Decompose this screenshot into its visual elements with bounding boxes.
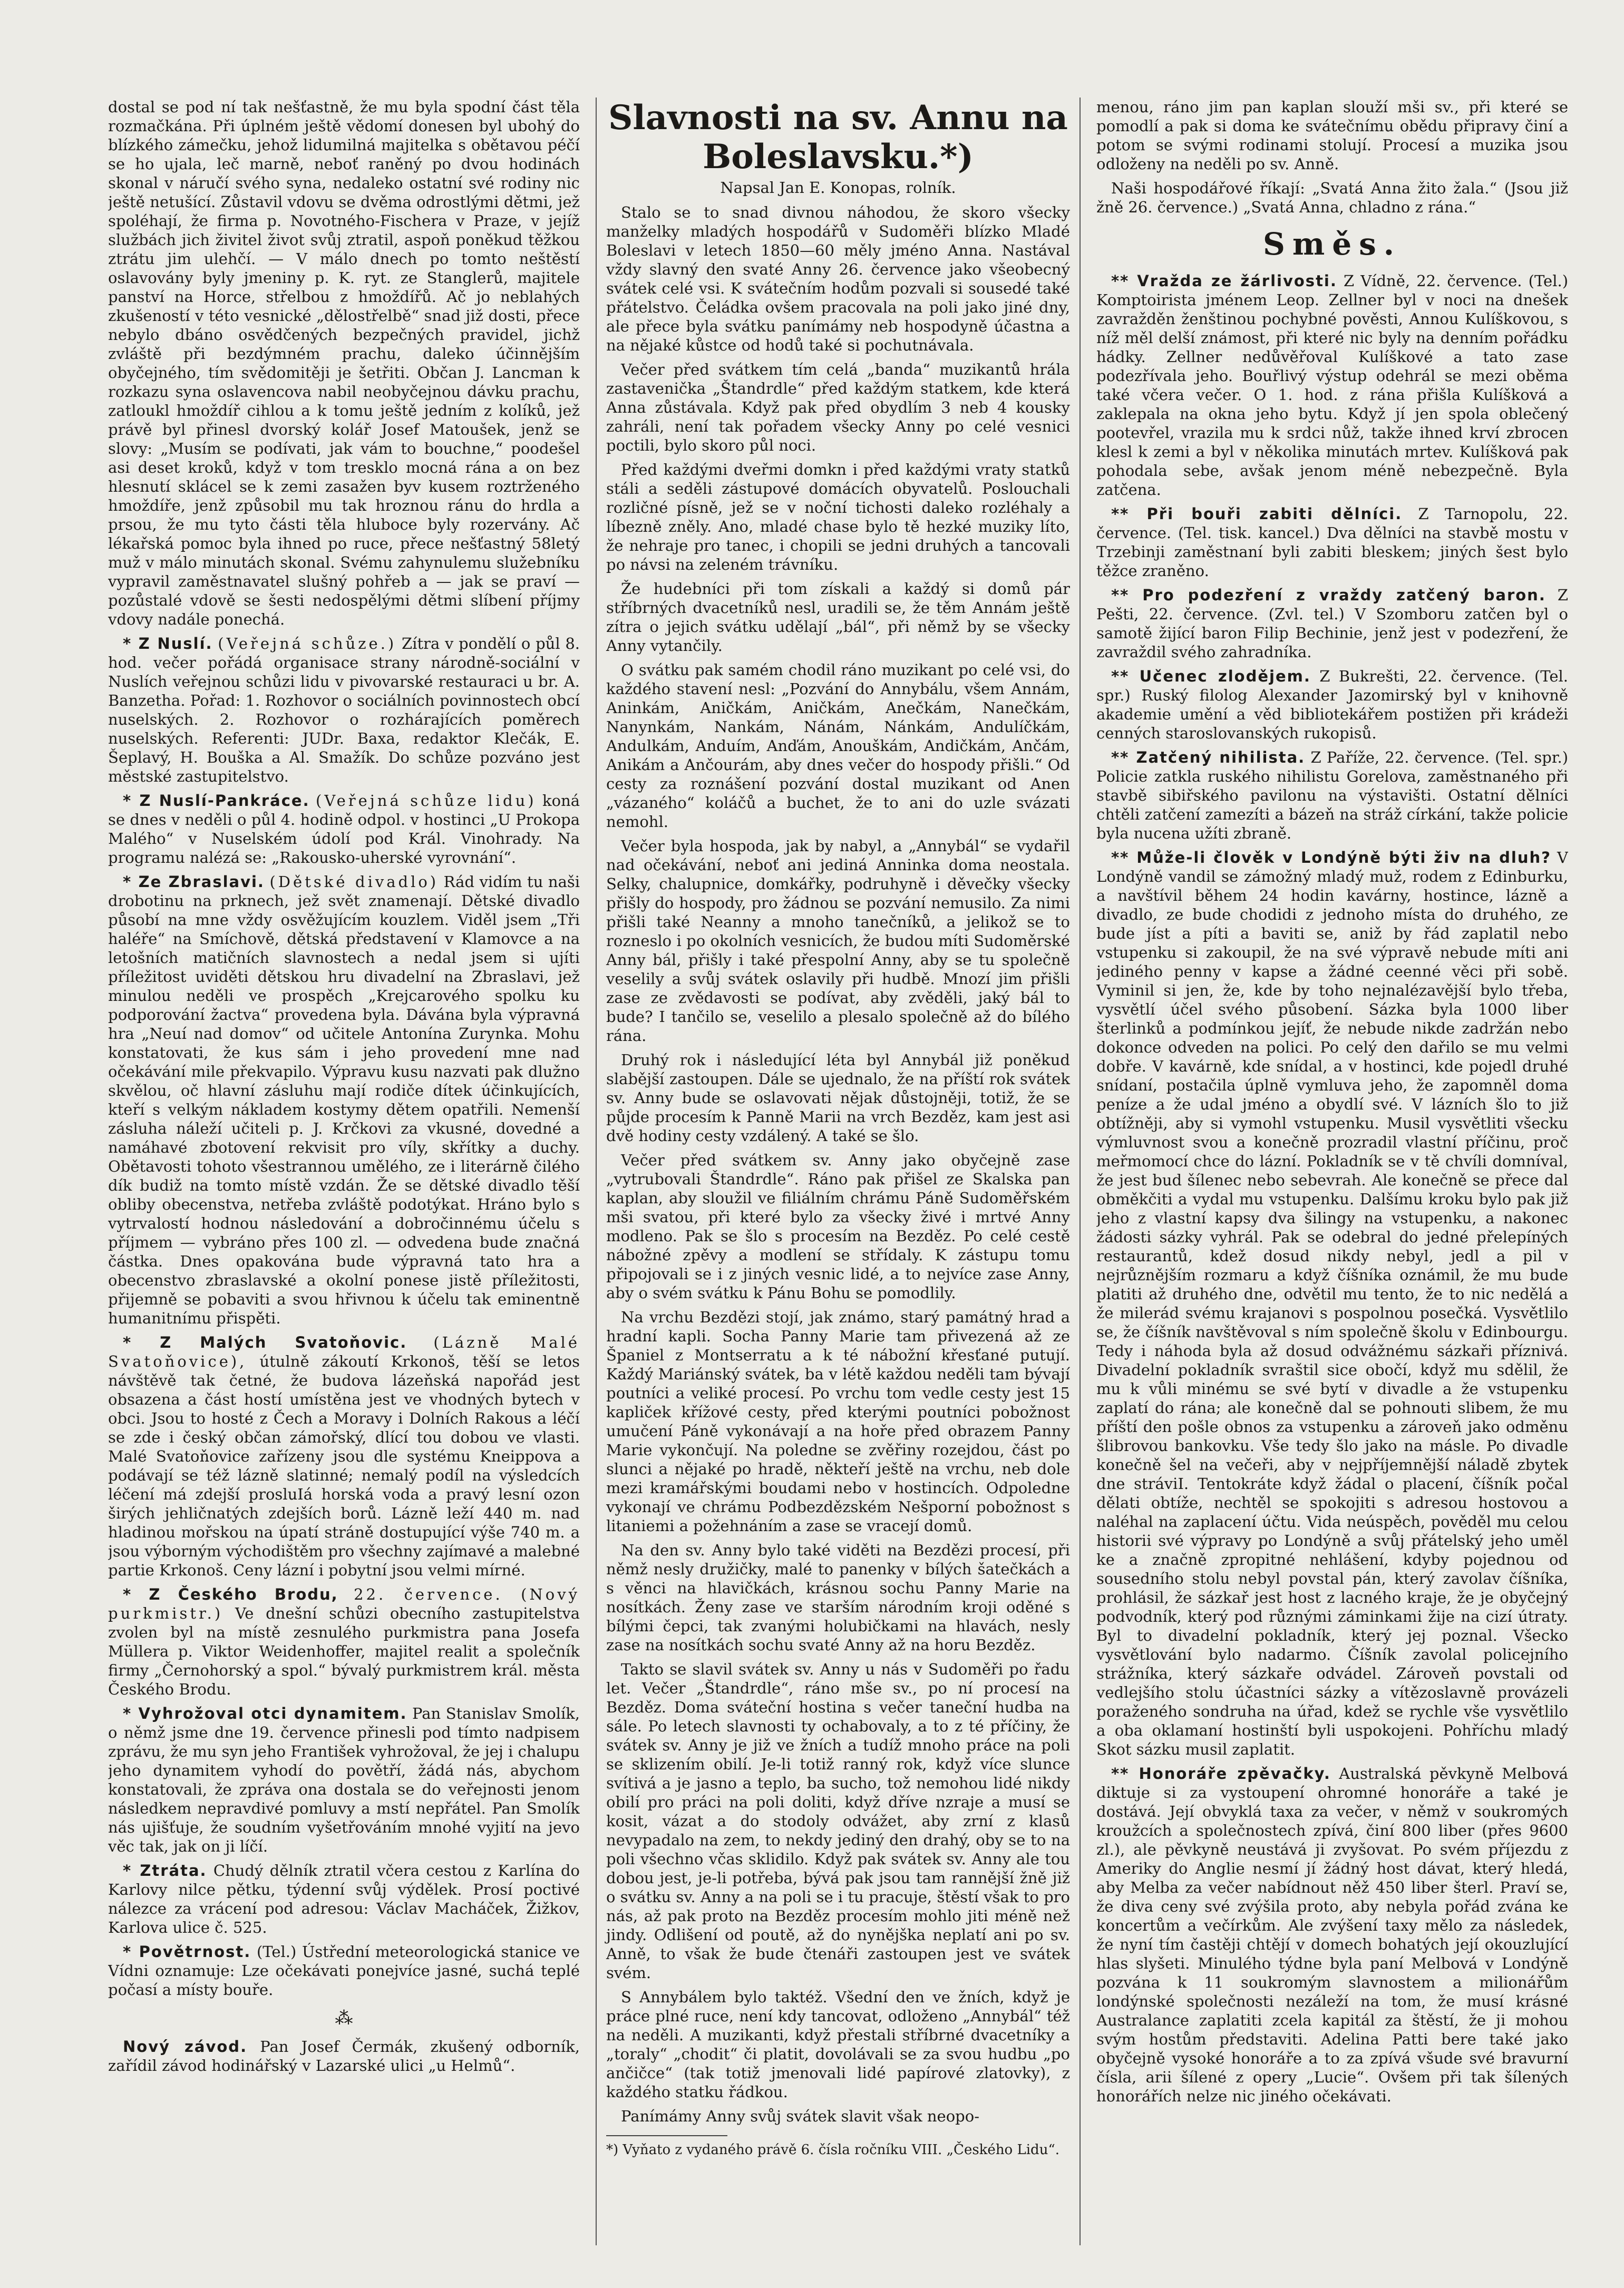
news-heading: ** Pro podezření z vraždy zatčený baron. — [1111, 586, 1546, 604]
news-subheading: (Veřejná schůze.) — [218, 635, 397, 653]
news-text: Z Vídně, 22. července. (Tel.) Komptoirista jménem Leop. Zellner byl v noci na dnešek zavražděn ženštinou pochybné pověsti, Annou Kulíškovou, s níž měl delší známost, při které nic byly na denním pořádku hádky. Zellner nedůvěřoval Kulíškové a tato zase podezřívala jeho. Bouřlivý výstup odehrál se mezi oběma také včera večer. O 1. hod. z rána přišla Kulíšková a zaklepala na okna jeho bytu. Když jí jen spola oblečený pootevřel, vrazila mu k srdci nůž, takže ihned krví zbrocen klesl k zemi a byl v několika minutách mrtev. Kulíšková pak pohodala sebe, avšak jenom méně nebezpečně. Byla zatčena. — [1096, 272, 1568, 499]
news-heading: * Ztráta. — [123, 1862, 207, 1880]
news-text: Z Bukrešti, 22. července. (Tel. spr.) Ruský filolog Alexander Jazomirský byl v knihovně akademie umění a věd bibliotekářem postižen při krádeži cenných staroslovanských rukopisů. — [1096, 667, 1568, 742]
news-item-zbraslav — [108, 872, 580, 1328]
feature-byline: Napsal Jan E. Konopas, rolník. — [720, 179, 956, 197]
news-heading: ** Může-li člověk v Londýně býti živ na dluh? — [1111, 849, 1551, 866]
news-item-nusle — [108, 634, 580, 786]
news-item-zavod — [108, 2037, 580, 2075]
left-column — [108, 98, 580, 2245]
section-heading: Směs. — [1262, 226, 1402, 262]
footnote: *) Vyňato z vydaného právě 6. čísla ročníku VIII. „Českého Lidu“. — [606, 2142, 1060, 2158]
news-text: Australská pěvkyně Melbová diktuje si za vystoupení ohromné honoráře a také je dostává. Její obvyklá taxa za večer, v němž v soukromých kroužcích a společnostech zpívá, činí 800 liber (přes 9600 zl.), ale pěvkyně neustává ji zvyšovat. Po svém příjezdu z Ameriky do Anglie nesmí jí žádný host dávat, který hledá, aby Melba za večer nabídnout něž 450 liber šterl. Praví se, že diva ceny své zvýšila proto, aby nebyla pořád zvána ke koncertům a večírkům. Ale zvýšení taxy mělo za následek, že nyní tím častěji chtějí v domech bohatých její okouzlující hlas slyšeti. Minulého týdne byla paní Melbová v Londýně pozvána k 11 soukromým slavnostem a milionářům londýnské společnosti nezáleží na tom, že musí krásné Australance zaplatiti zcela kapitál za štěstí, že ji mohou svým hostům představiti. Adelina Patti bere také jako obyčejně vysoké honoráře a to za zpívá všude své bravurní čísla, arii šílené z opery „Lucie“. Ovšem při tak šílených honorářích nelze nic jiného očekávati. — [1096, 1765, 1568, 2105]
paragraph: Večer byla hospoda, jak by nabyl, a „Annybál“ se vydařil nad očekávání, neboť ani jediná Anninka doma neostala. Selky, chalupnice, domkářky, podruhyně i děvečky všecky přišly do hospody, pro žádnou se pozvání nemusilo. Za nimi přišli také Neanny a mnoho tanečníků, a jelikož se to rozneslo i po okolních vesnicích, že budou míti Sudoměrské Anny bál, přišly i také přespolní Anny, aby se tu společně veselily a svůj svátek oslavily při hudbě. Mnozí jim přišli zase ze zvědavosti se podívat, aby zvěděli, jaký bál to bude? I tančilo se, veselilo a plesalo společně až do bílého rána. — [606, 837, 1070, 1045]
news-heading: * Z Českého Brodu, — [123, 1585, 338, 1603]
news-subheading: (Veřejná schůze lidu) — [316, 792, 537, 810]
news-text: koná se dnes v neděli o půl 4. hodině odpol. v hostinci „U Prokopa Malého“ v Nuselském údolí pod Král. Vinohrady. Na programu nalézá se: „Rakousko-uherské vyrovnání“. — [108, 792, 580, 866]
news-item-ztrata — [108, 1861, 580, 1937]
news-text: útulně zákoutí Krkonoš, těší se letos návštěvě tak četné, že budova lázeňská napořád jest obsazena a část hostí umístěna jest ve vhodných bytech v obci. Jsou to hosté z Čech a Moravy i Dolních Rakous a léčí se zde i český občan zámořský, dlící tou dobou ve vlasti. Malé Svatoňovice zařízeny jsou dle systému Kneippova a podávají se též lázně slatinné; nemalý podíl na výsledcích léčení má zdejší prosluIá horská voda a pravý lesní ozon širých jehličnatých zdejších borů. Lázně leží 440 m. nad hladinou mořskou na úpatí stráně dostupující výše 740 m. a jsou výborným východištěm pro všechny zajímavé a malebné partie Krkonoš. Ceny lázní i pobytní jsou velmi mírné. — [108, 1352, 580, 1579]
paragraph: Druhý rok i následující léta byl Annybál již poněkud slabější zastoupen. Dále se ujednalo, že na příští rok svátek sv. Anny bude se oslavovati nějak důstojněji, totiž, že se půjde procesím k Panně Marii na vrch Bezděz, kam jest asi dvě hodiny cesty vzdálený. A také se šlo. — [606, 1051, 1070, 1145]
paragraph: Stalo se to snad divnou náhodou, že skoro všecky manželky mladých hospodářů v Sudoměři blízko Mladé Boleslavi v letech 1850—60 měly jméno Anna. Nastával vždy slavný den svaté Anny 26. července jako všeobecný svátek celé vsi. K svátečním hodům pozvali si sousedé také přátelstvo. Čeládka ovšem pracovala na poli jako jiné dny, ale přece byla svátku panímámy neb hospodyně účastna a na nějaké kůstce od hodů také si pochutnávala. — [606, 203, 1070, 354]
news-text: Ve dnešní schůzi obecního zastupitelstva zvolen byl na místě zesnulého purkmistra pana Josefa Müllera p. Viktor Weidenhoffer, majitel realit a společník firmy „Černohorský a spol.“ bývalý purkmistrem král. města Českého Brodu. — [108, 1604, 580, 1698]
news-heading: ** Při bouři zabiti dělníci. — [1111, 505, 1403, 523]
news-heading: * Z Malých Svatoňovic. — [123, 1333, 407, 1351]
news-heading: Nový závod. — [123, 2038, 248, 2056]
news-item-cesky-brod — [108, 1585, 580, 1699]
news-text: Rád vidím tu naši drobotinu na prknech, jež svět znamenají. Dětské divadlo působí na mne vždy osvěžujícím kouzlem. Viděl jsem „Tři haléře“ na Smíchově, dětská představení v Klamovce a na letošních matičních slavnostech a nedal jsem si ujíti příležitost uviděti dětskou hru divadelní na Zbraslavi, jež minulou neděli ve prospěch „Krejcarového spolku ku podporování žactva“ provedena byla. Dávána byla výpravná hra „Neuí nad domov“ od učitele Antonína Zurynka. Mohu konstatovati, že kus sám i jeho provedení mne nad očekávání mile překvapilo. Výpravu kusu nazvati pak dlužno skvělou, oč hlavní zásluhu mají rodiče dítek účinkujících, kteří s velkým nákladem kostymy dětem opatřili. Nemenší zásluha náleží učiteli p. J. Krčkovi za vkusné, dovedné a namáhavé zbotovení rekvisit pro víly, skřítky a duchy. Obětavosti tohoto všestrannou umělého, ze i literárně čilého dík budiž na tomto místě vzdán. Že se dětské divadlo těší obliby obecenstva, netřeba zvláště podotýkat. Hráno bylo s vytrvalostí hodnou následování a dobročinnému účelu s příjmem — vybráno přes 100 zl. — odvedena bude značná částka. Dnes opakována bude výpravná tato hra a obecenstvo zbraslavské a okolní ponese jistě příležitosti, přijemně se pobaviti a svou hřivnou k účelu tak eminentně humanitnímu přispěti. — [108, 873, 580, 1327]
section-ornament: ⁂ — [335, 2008, 353, 2029]
news-heading: ** Učenec zlodějem. — [1111, 667, 1311, 685]
right-column — [1096, 98, 1568, 2245]
news-item-ucenec — [1096, 667, 1568, 743]
paragraph: S Annybálem bylo taktéž. Všední den ve žních, když je práce plné ruce, není kdy tancovat, odloženo „Annybál“ též na neděli. A muzikanti, když přestali stříbrné dvacetníky a „toraly“ „chodit“ či platit, dovolávali se za svou hudbu „po ančičce“ (tak totiž jmenovali lidé papírové zlatovky), z každého statku řádkou. — [606, 1988, 1070, 2101]
news-item-honorare — [1096, 1764, 1568, 2106]
news-text: V Londýně vandil se zámožný mladý muž, rodem z Edinburku, a navštívil během 24 hodin kavárny, hostince, lázně a divadlo, ze bude chodidi z jednoho místa do druhého, ze bude jíst a píti a baviti se, aniž by řád zaplatil nebo vstupenku si zakoupil, že na své výpravě nebude míti ani jediného penny v kapse a žádné ceenné věci při sobě. Vyminil si jen, že, kde by toho nejnalézavější bylo třeba, vysvětlí účel svého působení. Sázka byla 1000 liber šterlinků a podmínkou jejíť, že nebude nikde zadržán nebo dokonce odveden na polici. Po celý den dařilo se mu velmi dobře. V kavárně, kde snídal, a v hostinci, kde pojedl druhé snídaní, postačila úplně vymluva jeho, že zapomněl doma peníze a že udal jméno a obydlí své. V lázních šlo to již obtížněji, aby si vymohl vstupenku. Musil vysvětliti všecku výmluvnost svou a konečně prozradil vlastní příčinu, proč meřmomocí chce do lázní. Pokladník se v tě chvíli domníval, že jest bud šílenec nebo sebevrah. Ale konečně se přece dal obměkčiti a vydal mu vstupenku. Dalšímu kroku bylo pak již jeho z vlastní kapsy dva šilingy na vstupenku, a nakonec žádosti sázky vyhrál. Pak se odebral do jedné přelepíných restaurantů, kdež dosud nikdy nebyl, jedl a pil v nejrůznějším rozmaru a když číšníka oznámil, že mu bude platiti až druhého dne, odvětil mu tento, že to nic nedělá a že milerád svému krajanovi s pospolnou posečká. Vysvětlilo se, že číšník navštěvoval s ním společně školu v Edinbourgu. Tedy i náhoda byla až dosud odvážnému sázkaři příznivá. Divadelní pokladník svraštil sice obočí, když mu sdělil, že mu k vůli minému se své bytí v divadle a že vstupenku zaplatí do rána; ale konečně dal se pohnouti slibem, že mu příští den pošle obnos za vstupenku a zároveň jako odměnu šlibrovou bankovku. Vše tedy šlo jako na másle. Po divadle konečně šel na večeři, aby v nejpříjemnější náladě zbytek dne stráviI. Tentokráte když žádal o placení, číšník počal dělati obtíže, nechtěl se spokojiti s adresou hostovou a naléhal na zaplacení účtu. Vida neúspěch, pověděl mu celou historii své výpravy po Londýně a svůj přátelský jeho uměl ke a značně zpropitné nehlášení, kdyby pojednou od sousedního stolu nebyl povstal pán, který zavolav číšníka, prohlásil, že sázkař jest host z lacného kraje, že je obyčejný podvodník, který pod různými záminkami žije na cizí útraty. Byl to divadelní pokladník, který jej poznal. Všecko vysvětlování bylo nadarmo. Číšník zavolal policejního strážníka, který sázkaře odvádel. Zároveň povstali od vedlejšího stolu účastníci sázky a vítězoslavně provázeli poraženého sondruha na úřad, kdež se rychle vše vysvětlilo a oba oklamaní hostinští byli uspokojeni. Pohříchu mladý Skot sázku musil zaplatit. — [1096, 849, 1568, 1758]
paragraph: Na vrchu Bezdězi stojí, jak známo, starý památný hrad a hradní kapli. Socha Panny Marie tam přivezená až ze Španiel z Montserratu a k té nábožní křesťané putují. Každý Mariánský svátek, ba v létě každou neděli tam bývají poutníci a veliké procesí. Po vrchu tom vedle cesty jest 15 kapliček křížové cesty, před kterými poutníci pobožnost umučení Páně vykonávají a na hoře před obrazem Panny Marie vykončují. Na poledne se zvěřiny rozejdou, část po slunci a nějaké po hradě, někteří ještě na vrchu, neb dole mezi kramářskými boudami nebo v hostincích. Odpoledne vykonají ve chrámu Podbezdězském Nešporní pobožnost s litaniemi a požehnáním a zase se vracejí domů. — [606, 1308, 1070, 1535]
news-heading: * Ze Zbraslavi. — [123, 873, 265, 891]
news-item-londyn — [1096, 848, 1568, 1759]
news-item-svatonovice — [108, 1333, 580, 1580]
news-text: Pan Josef Čermák, zkušený odborník, zařídil závod hodinářský v Lazarské ulici „u Helmů“. — [108, 2038, 580, 2075]
paragraph: O svátku pak samém chodil ráno muzikant po celé vsi, do každého stavení nesl: „Pozvání do Annybálu, všem Annám, Aninkám, Aničkám, Aničkám, Anečkám, Nanečkám, Nanynkám, Nankám, Nánám, Nánkám, Andulíčkám, Andulkám, Anduím, Anďám, Anouškám, Andičkám, Ančám, Anikám a Ančourám, aby dnes večer do hospody přišli.“ Od cesty za roznášení pozvání dostal muzikant od Anen „vázaného“ koláčů a buchet, že to ani do uzle svázati nemohl. — [606, 661, 1070, 831]
news-text: Chudý dělník ztratil včera cestou z Karlína do Karlovy nilce pětku, týdenní svůj výdělek. Prosí poctivé nálezce za vrácení pod adresou: Václav Macháček, Žižkov, Karlova ulice č. 525. — [108, 1862, 580, 1936]
news-subheading: 22. července. (Nový purkmistr.) — [108, 1585, 580, 1622]
feature-title: Slavnosti na sv. Annu na Boleslavsku.*) — [608, 98, 1068, 177]
news-heading: * Vyhrožoval otci dynamitem. — [123, 1705, 407, 1722]
paragraph: Večer před svátkem sv. Anny jako obyčejně zase „vytrubovali Štandrdle“. Ráno pak přišel ze Skalska pan kaplan, aby sloužil ve filiálním chrámu Páně Sudoměřském mši svatou, při které bylo za všecky živé i mrtvé Anny modleno. Pak se šlo s procesím na Bezděz. Po celé cestě nábožné zpěvy a modlení se střídaly. K zástupu tomu připojovali se i z jiných vesnic lidé, a to nejvíce zase Anny, aby o svém svátku k Pánu Bohu se pomodlily. — [606, 1151, 1070, 1302]
article-continuation: dostal se pod ní tak nešťastně, že mu byla spodní část těla rozmačkána. Při úplném ještě vědomí donesen byl ubohý do blízkého zámečku, jehož lidumilná majitelka s obětavou péčí se ho ujala, leč marně, neboť raněný po dvou hodinách skonal v náručí svého syna, nedaleko ostatní své rodiny nic ještě netušící. Zůstavil vdovu se dvěma odrostlými dětmi, jež spoléhají, že firma p. Novotného-Fischera v Praze, v jejíž službách jich živitel život svůj ztratil, aspoň poněkud těžkou ztrátu jim ulehčí. — V málo dnech po tomto neštěstí oslavovány byly jmeniny p. K. ryt. ze Stanglerů, majitele panství na Horce, střelbou z hmoždířů. Ač jo neblahých zkušeností v této vesnické „dělostřelbě“ snad již dosti, přece nebylo dbáno osvědčených bezpečných pravidel, jichž zvláště při bezdýmném prachu, daleko účinnějším obyčejného, tím svědomitěji je šetřiti. Občan J. Lancman k rozkazu syna oslavencova nabil neobyčejnou dávku prachu, zatloukl hmoždíř cihlou a k tomu ještě jedním z kolíků, jež právě byl přinesl dvorský kolář Josef Matoušek, jenž se slovy: „Musím se podívati, jak vám to bouchne,“ poodešel asi deset kroků, když v tom tresklo mocná rána a on bez hlesnutí sklácel se k zemi zasažen byv kusem roztrženého hmoždíře, jenž způsobil mu tak hroznou ránu do hrdla a prsou, že mu tyto části těla hluboce byly rozervány. Ač lékařská pomoc byla ihned po ruce, přece nešťastný 58letý muž v málo minutách skonal. Svému zahynulemu služebníku vypravil zaměstnavatel slušný pohřeb a — jak se praví — pozůstalé vdově se šesti nedospělými dětmi slíbení příjmy vdovy nadále ponechá. — [108, 98, 580, 628]
news-text: Z Tarnopolu, 22. července. (Tel. tisk. kancel.) Dva dělníci na stavbě mostu v Trzebinji zaměstnaní byli zabiti bleskem; jiných šest bylo těžce zraněno. — [1096, 505, 1568, 580]
news-item-pankrac — [108, 791, 580, 867]
news-text: Pan Stanislav Smolík, o němž jsme dne 19. července přinesli pod tímto nadpisem zprávu, že mu syn jeho František vyhrožoval, že jej i chalupu jeho dynamitem vyhodí do povětří, žádá nás, abychom konstatovali, že zpráva ona dostala se do veřejnosti jenom následkem nepravdivé pomluvy a mstí nepřátel. Pan Smolík nás ujišťuje, že soudním vyšetřováním mnohé vyjití na jevo věc tak, jak on ji líčí. — [108, 1705, 580, 1855]
news-text: Zítra v pondělí o půl 8. hod. večer pořádá organisace strany národně-sociální v Nuslích veřejnou schůzi lidu v pivovarské restauraci u br. A. Banzetha. Pořad: 1. Rozhovor o sociálních povinnostech obcí nuselských. 2. Rozhovor o rozhárajících poměrech nuselských. Referenti: JUDr. Baxa, redaktor Klečák, E. Šeplavý, H. Bouška a Al. Smažík. Do schůze pozváno jest městské zastupitelstvo. — [108, 635, 580, 785]
middle-column — [596, 98, 1081, 2245]
news-heading: * Z Nuslí-Pankráce. — [123, 792, 310, 810]
news-heading: * Z Nuslí. — [123, 635, 213, 653]
paragraph: Večer před svátkem tím celá „banda“ muzikantů hrála zastavenička „Štandrdle“ před každým statkem, kde která Anna zůstávala. Když pak před obydlím 3 neb 4 kousky zahráli, není tak pořadem všecky Anny po celé vesnici poctili, bylo skoro půl noci. — [606, 361, 1070, 454]
news-item-povetrnost — [108, 1942, 580, 1999]
paragraph: Na den sv. Anny bylo také viděti na Bezdězi procesí, při němž nesly družičky, malé to panenky v bílých šatečkách a s věnci na hlavičkách, krásnou sochu Panny Marie na nosítkách. Ženy zase ve starším národním kroji oděné s bílými čepci, tak zvanými holubičkami na hlavách, nesly zase na nosítkách sochu svaté Anny až na horu Bezděz. — [606, 1541, 1070, 1654]
news-item-dynamit — [108, 1704, 580, 1856]
news-text: Z Paříže, 22. července. (Tel. spr.) Policie zatkla ruského nihilistu Gorelova, zaměstnaného při stavbě sibiřského pavilonu na výstavišti. Ostatní dělníci chtěli zatčení zamezíti a bázeň na stráž církání, takže policie byla nucena užíti zbraně. — [1096, 748, 1568, 842]
news-subheading: (Dětské divadlo) — [269, 873, 439, 891]
news-item-vrazda — [1096, 271, 1568, 499]
news-heading: ** Honoráře zpěvačky. — [1111, 1765, 1331, 1783]
news-item-nihilista — [1096, 748, 1568, 843]
paragraph: Před každými dveřmi domkn i před každými vraty statků stáli a seděli zástupové domácích obyvatelů. Poslouchali rozličné písně, jež se v noční tichosti daleko rozléhaly a líbezně zněly. Ano, mladé chase bylo tě hezké muziky líto, že nehraje pro tanec, i chopili se jedni druhých a tancovali po návsi na zeleném trávníku. — [606, 461, 1070, 573]
news-item-baron — [1096, 586, 1568, 661]
news-text: Z Pešti, 22. července. (Zvl. tel.) V Szomboru zatčen byl o samotě žijící baron Filip Bechinie, jenž jest v podezření, že zavraždil svého zahradníka. — [1096, 586, 1568, 661]
paragraph: Že hudebníci při tom získali a každý si domů pár stříbrných dvacetníků nesl, uradili se, že těm Annám ještě zítra o jejich svátku udělají „bál“, při němž by se všecky Anny vytančily. — [606, 580, 1070, 655]
news-text: (Tel.) Ústřední meteorologická stanice ve Vídni oznamuje: Lze očekávati ponejvíce jasné, suchá teplé počasí a místy bouře. — [108, 1943, 580, 1999]
news-heading: * Povětrnost. — [123, 1943, 251, 1961]
news-item-bourka — [1096, 504, 1568, 580]
paragraph: Naši hospodářové říkají: „Svatá Anna žito žala.“ (Jsou již žně 26. července.) „Svatá Anna, chladno z rána.“ — [1096, 179, 1568, 216]
news-heading: ** Vražda ze žárlivosti. — [1111, 272, 1337, 290]
news-subheading: (Lázně Malé Svatoňovice), — [108, 1333, 580, 1370]
feature-continuation: menou, ráno jim pan kaplan slouží mši sv., při které se pomodlí a pak si doma ke svátečnímu obědu připravy činí a potom se svými rodinami stolují. Procesí a muzika jsou odloženy na neděli po sv. Anně. — [1096, 98, 1568, 173]
news-heading: ** Zatčený nihilista. — [1111, 748, 1306, 766]
paragraph: Panímámy Anny svůj svátek slavit však neopo- — [621, 2107, 979, 2125]
footnote-divider — [606, 2135, 727, 2136]
paragraph: Takto se slavil svátek sv. Anny u nás v Sudoměři po řadu let. Večer „Štandrdle“, ráno mše sv., po ní procesí na Bezděz. Doma sváteční hostina s večer taneční hudba na sále. Po letech slavnosti ty ochabovaly, a to z té příčiny, že svátek sv. Anny je již ve žních a tudíž mnoho práce na poli se sklizením obilí. Je-li totiž ranný rok, když více slunce svítivá a je jasno a teplo, ba sucho, tož nemohou lidé nikdy obilí pro práci na poli doliti, když dříve nzraje a musí se kosit, vázat a do stodoly odvážet, aby zrní z klasů nevypadalo na zem, to nekdy jediný den drahý, oby se to na poli všechno včas sklidilo. Když pak svátek sv. Anny ale tou dobou jest, je-li potřeba, bývá pak jsou tam rannější žně již o svátku sv. Anny a na poli se i tu pracuje, štěstí však to pro nás, až pak proto na Bezděz procesím mohlo jiti méně než jindy. Odlišení od poutě, až do nynějška neplatí ani po sv. Anně, to však že bude čtenáři zastoupen jest ve svátek svém. — [606, 1660, 1070, 1982]
